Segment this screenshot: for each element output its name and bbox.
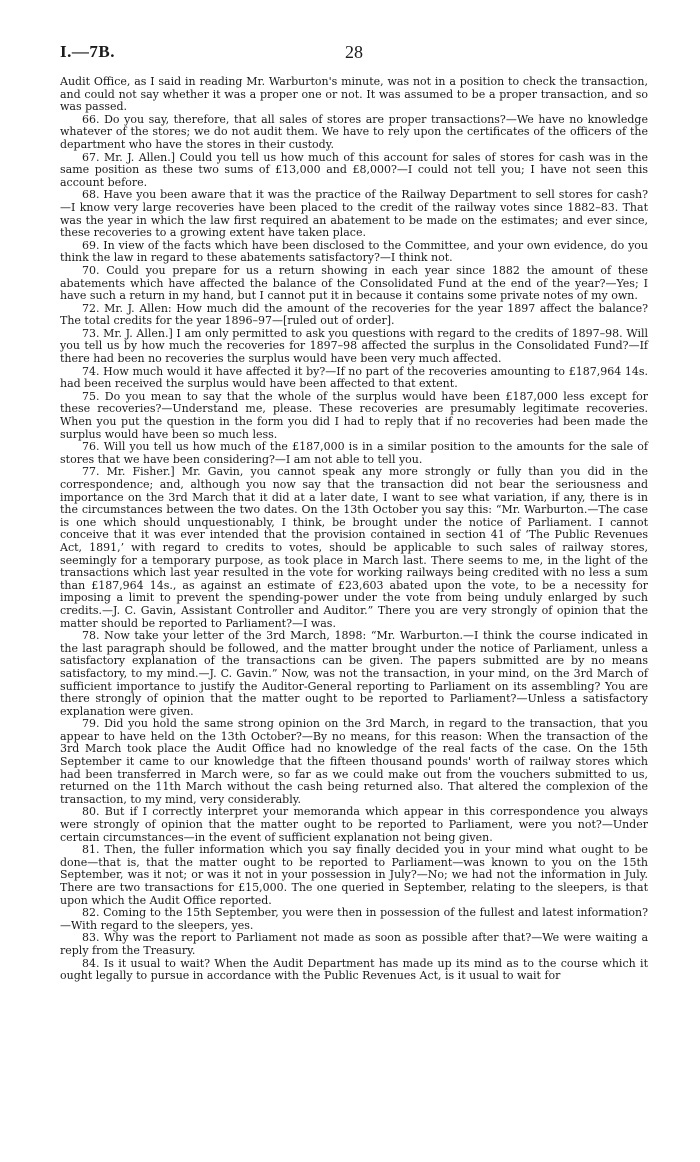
paragraph: 66. Do you say, therefore, that all sales of stores are proper transactions?—We have no knowledge whatever of the stores; we do not audit them. We have to rely upon the certificates of the officers of the department who have the stores in their custody. [60, 112, 648, 151]
document-body [60, 76, 648, 983]
paragraph: 84. Is it usual to wait? When the Audit Department has made up its mind as to the course which it ought legally to pursue in accordance with the Public Revenues Act, is it usual to wait for [60, 956, 648, 983]
paragraph: 76. Will you tell us how much of the £187,000 is in a similar position to the amounts for the sale of stores that we have been considering?—I am not able to tell you. [60, 440, 648, 466]
paragraph: 77. Mr. Fisher.] Mr. Gavin, you cannot speak any more strongly or fully than you did in the correspondence; and, although you now say that the transaction did not bear the seriousness and importance on the 3rd March that it did at a later date, I want to see what variation, if any, there is in the circumstances between the two dates. On the 13th October you say this: “Mr. Warburton.—The case is one which should unquestionably, I think, be brought under the notice of Parliament. I cannot conceive that it was ever intended that the provision contained in section 41 of ‘The Public Revenues Act, 1891,’ with regard to credits to votes, should be applicable to such sales of railway stores, seemingly for a temporary purpose, as took place in March last. There seems to me, in the light of the transactions which last year resulted in the vote for working railways being credited with no less a sum than £187,964 14s., as against an estimate of £23,603 abated upon the vote, to be a necessity for imposing a limit to prevent the spending-power under the vote from being unduly enlarged by such credits.—J. C. Gavin, Assistant Controller and Auditor.” There you are very strongly of opinion that the matter should be reported to Parliament?—I was. [60, 465, 648, 630]
paragraph: 82. Coming to the 15th September, you were then in possession of the fullest and latest information?—With regard to the sleepers, yes. [60, 906, 648, 932]
paragraph: 70. Could you prepare for us a return showing in each year since 1882 the amount of these abatements which have affected the balance of the Consolidated Fund at the end of the year?—Yes; I have such a return in my hand, but I cannot put it in because it contains some private notes of my own. [60, 263, 648, 303]
paragraph: 80. But if I correctly interpret your memoranda which appear in this correspondence you always were strongly of opinion that the matter ought to be reported to Parliament, were you not?—Under certain circumstances—in the event of sufficient explanation not being given. [60, 805, 648, 844]
paragraph: Audit Office, as I said in reading Mr. Warburton's minute, was not in a position to check the transaction, and could not say whether it was a proper one or not. It was assumed to be a proper transaction, and so was passed. [60, 75, 648, 114]
paragraph: 69. In view of the facts which have been disclosed to the Committee, and your own evidence, do you think the law in regard to these abatements satisfactory?—I think not. [60, 238, 648, 265]
paragraph: 83. Why was the report to Parliament not made as soon as possible after that?—We were waiting a reply from the Treasury. [60, 931, 648, 957]
page-header [60, 42, 648, 76]
paragraph: 79. Did you hold the same strong opinion on the 3rd March, in regard to the transaction, that you appear to have held on the 13th October?—By no means, for this reason: When the transaction of the 3rd March took place the Audit Office had no knowledge of the real facts of the case. On the 15th September it came to our knowledge that the fifteen thousand pounds' worth of railway stores which had been transferred in March were, so far as we could make out from the vouchers submitted to us, returned on the 11th March without the cash being returned also. That altered the complexion of the transaction, to my mind, very considerably. [60, 717, 648, 806]
paragraph: 73. Mr. J. Allen.] I am only permitted to ask you questions with regard to the credits of 1897–98. Will you tell us by how much the recoveries for 1897–98 affected the surplus in the Consolidated Fund?—If there had been no recoveries the surplus would have been very much affected. [60, 326, 648, 366]
page-number: 28 [345, 42, 363, 62]
paragraph: 78. Now take your letter of the 3rd March, 1898: “Mr. Warburton.—I think the course indicated in the last paragraph should be followed, and the matter brought under the notice of Parliament, unless a satisfactory explanation of the transactions can be given. The papers submitted are by no means satisfactory, to my mind.—J. C. Gavin.” Now, was not the transaction, in your mind, on the 3rd March of sufficient importance to justify the Auditor-General reporting to Parliament on its assembling? You are there strongly of opinion that the matter ought to be reported to Parliament?—Unless a satisfactory explanation were given. [60, 629, 648, 718]
paragraph: 81. Then, the fuller information which you say finally decided you in your mind what ought to be done—that is, that the matter ought to be reported to Parliament—was known to you on the 15th September, was it not; or was it not in your possession in July?—No; we had not the information in July. There are two transactions for £15,000. The one queried in September, relating to the sleepers, is that upon which the Audit Office reported. [60, 843, 648, 907]
paragraph: 72. Mr. J. Allen: How much did the amount of the recoveries for the year 1897 affect the balance? The total credits for the year 1896–97—[ruled out of order]. [60, 301, 648, 328]
paragraph: 67. Mr. J. Allen.] Could you tell us how much of this account for sales of stores for cash was in the same position as these two sums of £13,000 and £8,000?—I could not tell you; I have not seen this account before. [60, 150, 648, 189]
paragraph: 75. Do you mean to say that the whole of the surplus would have been £187,000 less except for these recoveries?—Understand me, please. These recoveries are presumably legitimate recoveries. When you put the question in the form you did I had to reply that if no recoveries had been made the surplus would have been so much less. [60, 389, 648, 441]
paragraph: 68. Have you been aware that it was the practice of the Railway Department to sell stores for cash?—I know very large recoveries have been placed to the credit of the railway votes since 1882–83. That was the year in which the law first required an abatement to be made on the estimates; and ever since, these recoveries to a growing extent have taken place. [60, 188, 648, 240]
paragraph: 74. How much would it have affected it by?—If no part of the recoveries amounting to £187,964 14s. had been received the surplus would have been affected to that extent. [60, 364, 648, 391]
document-reference: I.—7B. [60, 42, 115, 61]
